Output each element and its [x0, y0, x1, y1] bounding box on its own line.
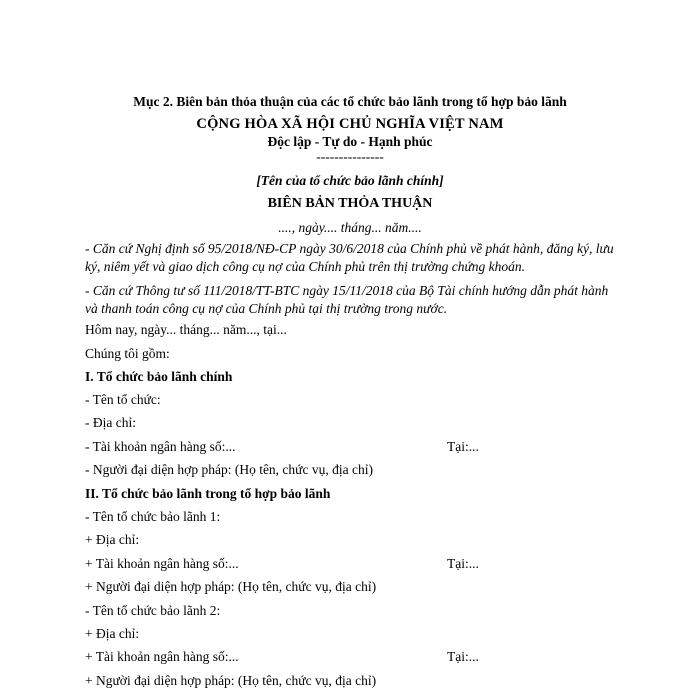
national-motto: Độc lập - Tự do - Hạnh phúc	[267, 134, 433, 149]
section1-org-name: - Tên tổ chức:	[85, 392, 161, 407]
legal-basis-circular: - Căn cứ Thông tư số 111/2018/TT-BTC ngày 15/11/2018 của Bộ Tài chính hướng dẫn phát hành và thanh toán công cụ nợ của Chính phủ tại thị trường trong nước.	[85, 283, 609, 316]
section1-heading: I. Tổ chức bảo lãnh chính	[85, 369, 233, 384]
section-title: Mục 2. Biên bản thỏa thuận của các tổ chức bảo lãnh trong tổ hợp bảo lãnh	[133, 94, 567, 109]
participants-intro: Chúng tôi gồm:	[85, 346, 170, 361]
meeting-date-line: Hôm nay, ngày... tháng... năm..., tại...	[85, 322, 287, 337]
organization-placeholder: [Tên của tổ chức bảo lãnh chính]	[256, 173, 444, 188]
section2-org1-bank-location: Tại:...	[447, 556, 479, 571]
section1-bank-location: Tại:...	[447, 439, 479, 454]
section2-org2-name: - Tên tổ chức bảo lãnh 2:	[85, 603, 221, 618]
section2-org2-bank-account: + Tài khoản ngân hàng số:...	[85, 649, 239, 664]
section1-address: - Địa chỉ:	[85, 415, 136, 430]
country-name: CỘNG HÒA XÃ HỘI CHỦ NGHĨA VIỆT NAM	[196, 116, 504, 132]
separator-line: ---------------	[316, 149, 384, 164]
section2-org1-name: - Tên tổ chức bảo lãnh 1:	[85, 509, 221, 524]
document-title: BIÊN BẢN THỎA THUẬN	[267, 196, 433, 211]
section2-org1-bank-account: + Tài khoản ngân hàng số:...	[85, 556, 239, 571]
section2-org2-address: + Địa chỉ:	[85, 626, 140, 641]
section2-org1-representative: + Người đại diện hợp pháp: (Họ tên, chức vụ, địa chỉ)	[85, 579, 377, 594]
legal-basis-decree: - Căn cứ Nghị định số 95/2018/NĐ-CP ngày 30/6/2018 của Chính phủ về phát hành, đăng ký, lưu ký, niêm yết và giao dịch công cụ nợ của Chính phủ trên thị trường chứng khoán.	[85, 241, 614, 274]
section2-org2-representative: + Người đại diện hợp pháp: (Họ tên, chức vụ, địa chỉ)	[85, 673, 377, 688]
section2-org2-bank-location: Tại:...	[447, 649, 479, 664]
section2-org1-address: + Địa chỉ:	[85, 532, 140, 547]
date-line: ...., ngày.... tháng... năm....	[278, 220, 422, 235]
section2-heading: II. Tổ chức bảo lãnh trong tổ hợp bảo lãnh	[85, 486, 331, 501]
section1-representative: - Người đại diện hợp pháp: (Họ tên, chức vụ, địa chỉ)	[85, 462, 373, 477]
section1-bank-account: - Tài khoản ngân hàng số:...	[85, 439, 236, 454]
